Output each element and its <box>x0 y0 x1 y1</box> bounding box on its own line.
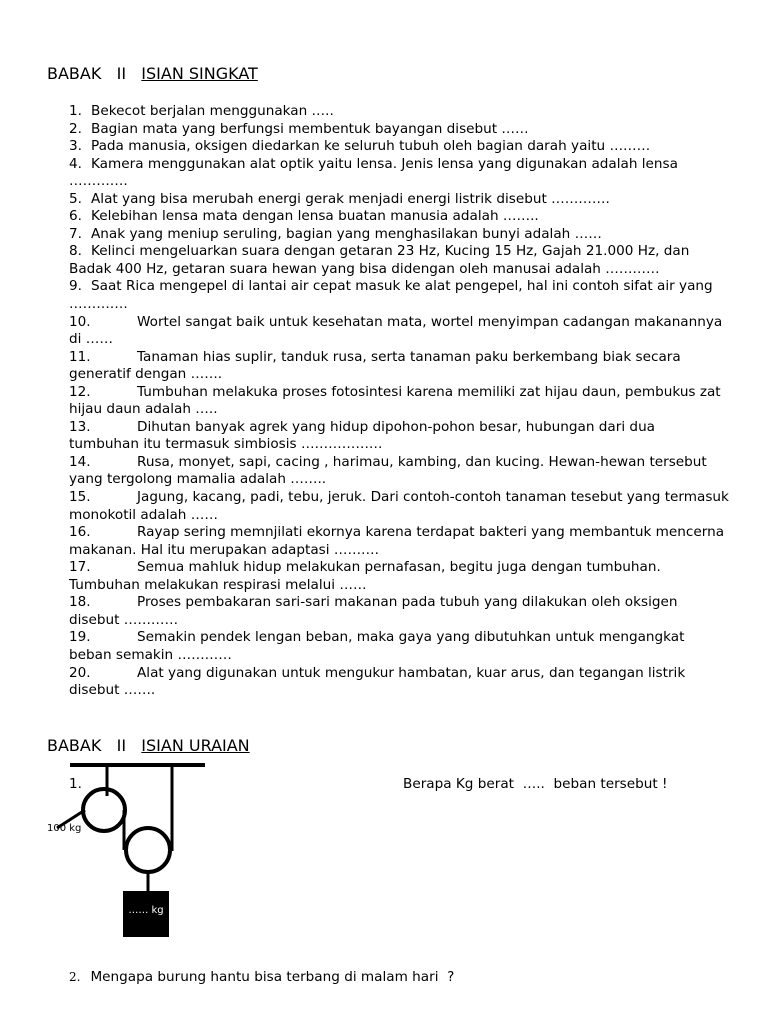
question-item <box>69 384 729 419</box>
question-number: 11. <box>69 348 91 365</box>
pulley-diagram <box>40 758 220 948</box>
section-subtitle: ISIAN SINGKAT <box>141 64 258 83</box>
question-item <box>69 454 729 489</box>
question-item <box>69 489 729 524</box>
question-number: 10. <box>69 313 91 330</box>
question-text: Anak yang meniup seruling, bagian yang menghasilakan bunyi adalah …… <box>91 225 602 242</box>
question-text: Kamera menggunakan alat optik yaitu lensa. Jenis lensa yang digunakan adalah lensa …………. <box>69 155 678 190</box>
question-text: Semua mahluk hidup melakukan pernafasan, begitu juga dengan tumbuhan. Tumbuhan melakukan respirasi melalui …… <box>69 559 661 593</box>
uraian-question-2 <box>69 968 454 986</box>
question-text: Tumbuhan melakuka proses fotosintesi karena memiliki zat hijau daun, pembukus zat hijau daun adalah ….. <box>69 383 721 418</box>
question-item <box>69 349 729 384</box>
uraian-question-number: 2. <box>69 970 81 984</box>
question-number: 1. <box>69 103 82 119</box>
question-text: Semakin pendek lengan beban, maka gaya yang dibutuhkan untuk mengangkat beban semakin ………… <box>69 629 685 663</box>
question-item <box>69 156 729 191</box>
question-item <box>69 559 729 594</box>
question-item <box>69 243 729 278</box>
question-item <box>69 629 729 664</box>
question-text: Rayap sering memnjilati ekornya karena terdapat bakteri yang membantuk mencerna makanan. Hal itu merupakan adaptasi ………. <box>69 524 725 558</box>
question-item <box>69 208 729 226</box>
question-text: Dihutan banyak agrek yang hidup dipohon-pohon besar, hubungan dari dua tumbuhan itu termasuk simbiosis ……………… <box>69 418 656 453</box>
question-text: Jagung, kacang, padi, tebu, jeruk. Dari contoh-contoh tanaman tesebut yang termasuk monokotil adalah …… <box>69 489 729 523</box>
question-number: 4. <box>69 155 82 172</box>
question-item <box>69 419 729 454</box>
question-number: 6. <box>69 208 82 225</box>
question-item <box>69 191 729 209</box>
section-title: BABAK II <box>47 736 127 755</box>
question-number: 12. <box>69 383 91 400</box>
question-text: Wortel sangat baik untuk kesehatan mata, wortel menyimpan cadangan makanannya di …… <box>69 313 723 348</box>
question-number: 15. <box>69 489 91 506</box>
question-text: Kelebihan lensa mata dengan lensa buatan manusia adalah …….. <box>91 208 539 225</box>
question-number: 3. <box>69 138 82 155</box>
question-number: 17. <box>69 559 91 576</box>
uraian-question-text: Berapa Kg berat ….. beban tersebut ! <box>403 776 668 792</box>
question-text: Alat yang digunakan untuk mengukur hambatan, kuar arus, dan tegangan listrik disebut ……. <box>69 664 686 699</box>
question-item <box>69 226 729 244</box>
question-text: Alat yang bisa merubah energi gerak menjadi energi listrik disebut …………. <box>91 190 610 207</box>
question-text: Bekecot berjalan menggunakan ….. <box>91 103 334 119</box>
question-number: 2. <box>69 120 82 137</box>
question-number: 14. <box>69 453 91 470</box>
question-item <box>69 665 729 700</box>
question-number: 7. <box>69 225 82 242</box>
question-number: 13. <box>69 418 91 435</box>
section-heading-isian-singkat <box>47 64 258 84</box>
question-item <box>69 278 729 313</box>
question-item <box>69 524 729 559</box>
question-number: 16. <box>69 524 91 541</box>
question-number: 20. <box>69 664 91 681</box>
question-number: 9. <box>69 278 82 295</box>
question-item <box>69 314 729 349</box>
question-item <box>69 121 729 139</box>
question-text: Tanaman hias suplir, tanduk rusa, serta tanaman paku berkembang biak secara generatif dengan ……. <box>69 348 681 383</box>
force-label: 100 kg <box>47 823 82 834</box>
question-list <box>69 103 729 700</box>
question-number: 5. <box>69 190 82 207</box>
uraian-question-number: 1. <box>69 776 82 792</box>
fixed-pulley <box>83 789 125 831</box>
question-item <box>69 138 729 156</box>
weight-label: …… kg <box>128 905 164 916</box>
question-text: Kelinci mengeluarkan suara dengan getaran 23 Hz, Kucing 15 Hz, Gajah 21.000 Hz, dan Badak 400 Hz, getaran suara hewan yang bisa didengan oleh manusai adalah ………… <box>69 243 690 277</box>
question-text: Rusa, monyet, sapi, cacing , harimau, kambing, dan kucing. Hewan-hewan tersebut yang tergolong mamalia adalah …….. <box>69 453 707 488</box>
question-item <box>69 103 729 121</box>
question-text: Proses pembakaran sari-sari makanan pada tubuh yang dilakukan oleh oksigen disebut ………… <box>69 594 678 628</box>
question-item <box>69 594 729 629</box>
question-text: Saat Rica mengepel di lantai air cepat masuk ke alat pengepel, hal ini contoh sifat air yang …………. <box>69 278 713 313</box>
section-title: BABAK II <box>47 64 127 83</box>
question-text: Pada manusia, oksigen diedarkan ke seluruh tubuh oleh bagian darah yaitu ……… <box>91 138 651 155</box>
question-number: 18. <box>69 594 91 611</box>
question-text: Bagian mata yang berfungsi membentuk bayangan disebut …… <box>91 120 529 137</box>
question-number: 19. <box>69 629 91 646</box>
section-subtitle: ISIAN URAIAN <box>141 736 250 755</box>
movable-pulley <box>126 828 170 872</box>
uraian-question-text: Mengapa burung hantu bisa terbang di malam hari ? <box>90 969 455 985</box>
question-number: 8. <box>69 243 82 260</box>
section-heading-isian-uraian <box>47 736 250 756</box>
